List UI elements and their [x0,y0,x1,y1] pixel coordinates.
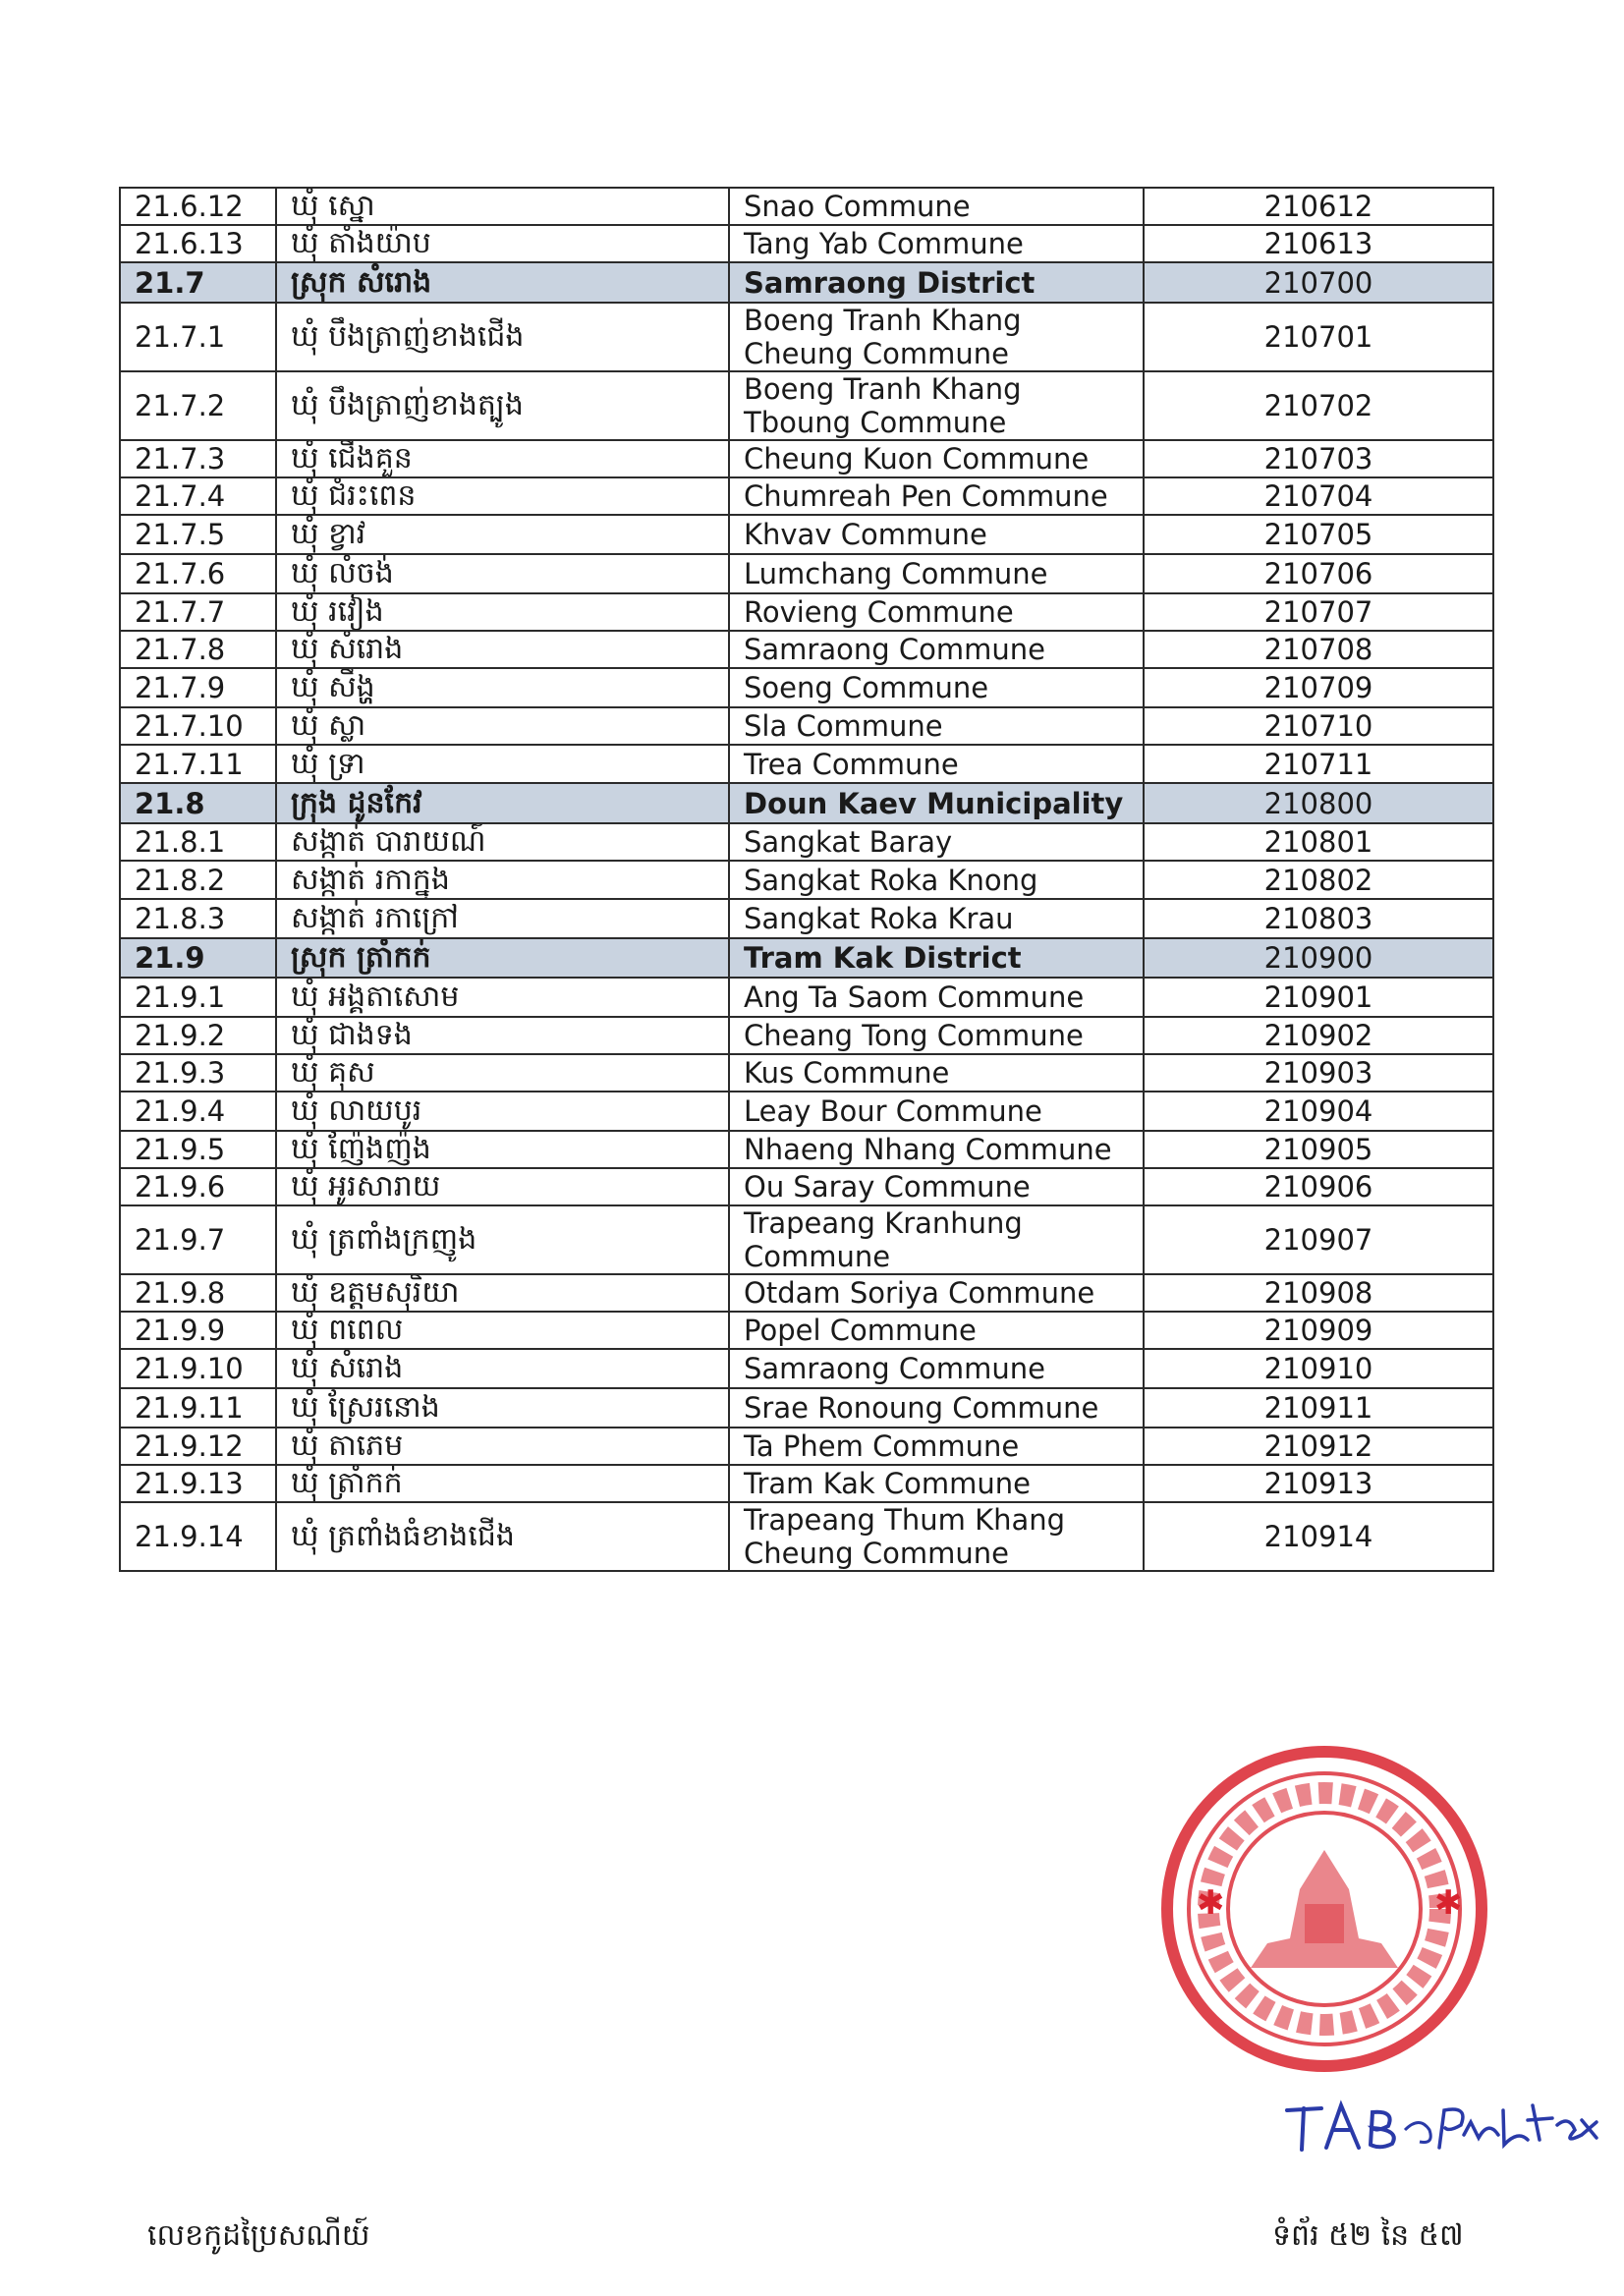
english-name-cell: Boeng Tranh Khang Cheung Commune [729,303,1144,371]
english-name-cell: Tram Kak Commune [729,1465,1144,1502]
table-header-row [120,262,1493,303]
english-name-cell: Rovieng Commune [729,593,1144,631]
table-row [120,1428,1493,1465]
postal-code-cell: 210913 [1144,1465,1493,1502]
table-row [120,188,1493,225]
postal-code-cell: 210701 [1144,303,1493,371]
english-name-cell: Popel Commune [729,1312,1144,1349]
english-name-cell: Kus Commune [729,1054,1144,1092]
postal-code-cell: 210801 [1144,823,1493,861]
row-number-cell: 21.6.13 [120,225,276,262]
table-row [120,1502,1493,1571]
row-number-cell: 21.7.5 [120,515,276,554]
english-name-cell: Soeng Commune [729,668,1144,707]
english-name-cell: Ta Phem Commune [729,1428,1144,1465]
row-number-cell: 21.9.9 [120,1312,276,1349]
table-row [120,978,1493,1017]
khmer-name-cell: ឃុំ តាភេម [276,1428,729,1465]
table-row [120,371,1493,440]
table-row [120,1054,1493,1092]
english-name-cell: Sangkat Roka Knong [729,861,1144,899]
row-number-cell: 21.9 [120,938,276,978]
postal-code-cell: 210700 [1144,262,1493,303]
postal-code-cell: 210912 [1144,1428,1493,1465]
table-row [120,668,1493,707]
postal-code-cell: 210612 [1144,188,1493,225]
khmer-name-cell: សង្កាត់ រកាក្រៅ [276,899,729,938]
postal-code-cell: 210911 [1144,1388,1493,1428]
row-number-cell: 21.9.11 [120,1388,276,1428]
row-number-cell: 21.6.12 [120,188,276,225]
english-name-cell: Cheung Kuon Commune [729,440,1144,477]
english-name-cell: Tram Kak District [729,938,1144,978]
row-number-cell: 21.8.1 [120,823,276,861]
postal-code-cell: 210910 [1144,1349,1493,1388]
row-number-cell: 21.7.1 [120,303,276,371]
postal-code-cell: 210908 [1144,1274,1493,1312]
table-row [120,1168,1493,1205]
khmer-name-cell: ឃុំ ទ្រា [276,745,729,783]
footer-title: លេខកូដប្រៃសណីយ៍ [147,2218,370,2253]
row-number-cell: 21.9.7 [120,1205,276,1274]
svg-text:✱: ✱ [1434,1883,1463,1923]
khmer-name-cell: ឃុំ សំរោង [276,1349,729,1388]
postal-code-cell: 210914 [1144,1502,1493,1571]
khmer-name-cell: ក្រុង ដូនកែវ [276,783,729,823]
english-name-cell: Sangkat Roka Krau [729,899,1144,938]
row-number-cell: 21.8.3 [120,899,276,938]
english-name-cell: Ou Saray Commune [729,1168,1144,1205]
row-number-cell: 21.7.6 [120,554,276,593]
english-name-cell: Otdam Soriya Commune [729,1274,1144,1312]
khmer-name-cell: ឃុំ រវៀង [276,593,729,631]
table-header-row [120,783,1493,823]
row-number-cell: 21.9.6 [120,1168,276,1205]
khmer-name-cell: ឃុំ ស្នោ [276,188,729,225]
row-number-cell: 21.9.10 [120,1349,276,1388]
table-row [120,1092,1493,1131]
svg-text:✱: ✱ [1197,1883,1225,1923]
khmer-name-cell: សង្កាត់ រកាក្នុង [276,861,729,899]
row-number-cell: 21.7.3 [120,440,276,477]
row-number-cell: 21.7 [120,262,276,303]
table-row [120,440,1493,477]
khmer-name-cell: ឃុំ បឹងត្រាញ់ខាងជើង [276,303,729,371]
english-name-cell: Boeng Tranh Khang Tboung Commune [729,371,1144,440]
row-number-cell: 21.7.11 [120,745,276,783]
khmer-name-cell: ស្រុក ត្រាំកក់ [276,938,729,978]
table-row [120,593,1493,631]
postal-code-cell: 210704 [1144,477,1493,515]
table-row [120,631,1493,668]
table-row [120,1349,1493,1388]
khmer-name-cell: ឃុំ លំចង់ [276,554,729,593]
table-row [120,515,1493,554]
row-number-cell: 21.7.10 [120,707,276,745]
khmer-name-cell: ឃុំ ជំរះពេន [276,477,729,515]
khmer-name-cell: ឃុំ ឧត្តមសុរិយា [276,1274,729,1312]
khmer-name-cell: ឃុំ គុស [276,1054,729,1092]
english-name-cell: Tang Yab Commune [729,225,1144,262]
postal-code-cell: 210905 [1144,1131,1493,1168]
postal-code-cell: 210710 [1144,707,1493,745]
khmer-name-cell: ឃុំ ពពេល [276,1312,729,1349]
row-number-cell: 21.9.13 [120,1465,276,1502]
table-row [120,1017,1493,1054]
row-number-cell: 21.7.8 [120,631,276,668]
english-name-cell: Leay Bour Commune [729,1092,1144,1131]
khmer-name-cell: ឃុំ ត្រពាំងធំខាងជើង [276,1502,729,1571]
postal-code-cell: 210707 [1144,593,1493,631]
khmer-name-cell: ឃុំ ស្រែរនោង [276,1388,729,1428]
handwritten-signature [1282,2091,1601,2159]
khmer-name-cell: ឃុំ បឹងត្រាញ់ខាងត្បូង [276,371,729,440]
table-row [120,1312,1493,1349]
postal-code-cell: 210907 [1144,1205,1493,1274]
postal-code-cell: 210903 [1144,1054,1493,1092]
khmer-name-cell: សង្កាត់ បារាយណ៍ [276,823,729,861]
khmer-name-cell: ឃុំ ជើងគួន [276,440,729,477]
postal-code-cell: 210803 [1144,899,1493,938]
postal-code-cell: 210901 [1144,978,1493,1017]
official-seal-stamp [1157,1742,1491,2076]
row-number-cell: 21.9.3 [120,1054,276,1092]
khmer-name-cell: ឃុំ ត្រពាំងក្រញូង [276,1205,729,1274]
row-number-cell: 21.7.9 [120,668,276,707]
english-name-cell: Khvav Commune [729,515,1144,554]
english-name-cell: Samraong Commune [729,1349,1144,1388]
english-name-cell: Sla Commune [729,707,1144,745]
page-number: ទំព័រ ៥២ នៃ ៥៧ [1272,2218,1464,2253]
table-row [120,554,1493,593]
english-name-cell: Ang Ta Saom Commune [729,978,1144,1017]
english-name-cell: Sangkat Baray [729,823,1144,861]
postal-code-cell: 210906 [1144,1168,1493,1205]
row-number-cell: 21.9.12 [120,1428,276,1465]
table-row [120,1131,1493,1168]
table-row [120,1274,1493,1312]
postal-code-cell: 210702 [1144,371,1493,440]
table-row [120,477,1493,515]
khmer-name-cell: ឃុំ ស្លា [276,707,729,745]
khmer-name-cell: ឃុំ សំរោង [276,631,729,668]
english-name-cell: Lumchang Commune [729,554,1144,593]
postal-code-cell: 210800 [1144,783,1493,823]
english-name-cell: Srae Ronoung Commune [729,1388,1144,1428]
postal-code-cell: 210900 [1144,938,1493,978]
row-number-cell: 21.9.1 [120,978,276,1017]
english-name-cell: Chumreah Pen Commune [729,477,1144,515]
table-row [120,823,1493,861]
postal-code-cell: 210613 [1144,225,1493,262]
khmer-name-cell: ឃុំ ជាងទង [276,1017,729,1054]
table-row [120,1205,1493,1274]
table-header-row [120,938,1493,978]
postal-code-cell: 210802 [1144,861,1493,899]
khmer-name-cell: ឃុំ លាយបូរ [276,1092,729,1131]
english-name-cell: Doun Kaev Municipality [729,783,1144,823]
postal-code-cell: 210706 [1144,554,1493,593]
table-row [120,225,1493,262]
khmer-name-cell: ឃុំ សឹង្ហ [276,668,729,707]
table-row [120,1465,1493,1502]
row-number-cell: 21.7.7 [120,593,276,631]
row-number-cell: 21.9.8 [120,1274,276,1312]
row-number-cell: 21.9.4 [120,1092,276,1131]
khmer-name-cell: ឃុំ អង្គតាសោម [276,978,729,1017]
english-name-cell: Trapeang Kranhung Commune [729,1205,1144,1274]
postal-code-cell: 210705 [1144,515,1493,554]
postal-code-cell: 210703 [1144,440,1493,477]
english-name-cell: Nhaeng Nhang Commune [729,1131,1144,1168]
table-row [120,707,1493,745]
khmer-name-cell: ឃុំ តាំងយ៉ាប [276,225,729,262]
row-number-cell: 21.9.14 [120,1502,276,1571]
postal-code-cell: 210902 [1144,1017,1493,1054]
english-name-cell: Samraong District [729,262,1144,303]
table-row [120,861,1493,899]
postal-code-cell: 210904 [1144,1092,1493,1131]
table-row [120,899,1493,938]
table-row [120,1388,1493,1428]
table-row [120,303,1493,371]
postal-code-cell: 210711 [1144,745,1493,783]
postal-code-table [119,187,1494,1572]
english-name-cell: Snao Commune [729,188,1144,225]
postal-code-cell: 210709 [1144,668,1493,707]
khmer-name-cell: ឃុំ ត្រាំកក់ [276,1465,729,1502]
row-number-cell: 21.9.2 [120,1017,276,1054]
row-number-cell: 21.9.5 [120,1131,276,1168]
row-number-cell: 21.7.2 [120,371,276,440]
row-number-cell: 21.8 [120,783,276,823]
postal-code-cell: 210708 [1144,631,1493,668]
khmer-name-cell: ឃុំ ញ៉ែងញ៉ង [276,1131,729,1168]
postal-code-cell: 210909 [1144,1312,1493,1349]
khmer-name-cell: ឃុំ អូរសារាយ [276,1168,729,1205]
english-name-cell: Samraong Commune [729,631,1144,668]
row-number-cell: 21.8.2 [120,861,276,899]
khmer-name-cell: ស្រុក សំរោង [276,262,729,303]
english-name-cell: Trapeang Thum Khang Cheung Commune [729,1502,1144,1571]
row-number-cell: 21.7.4 [120,477,276,515]
table-row [120,745,1493,783]
english-name-cell: Cheang Tong Commune [729,1017,1144,1054]
khmer-name-cell: ឃុំ ខ្វាវ [276,515,729,554]
english-name-cell: Trea Commune [729,745,1144,783]
